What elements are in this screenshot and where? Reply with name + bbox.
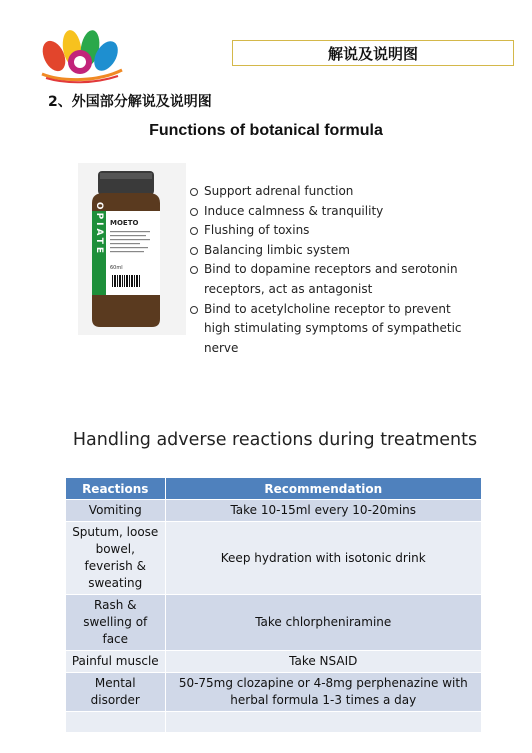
table-cell: Painful muscle	[66, 651, 165, 673]
table-cell: Vomiting	[66, 500, 165, 522]
table-header-reactions: Reactions	[66, 478, 165, 500]
header-title-box	[232, 40, 514, 66]
section-heading: 2、外国部分解说及说明图	[48, 94, 212, 110]
table-cell: Mental disorder	[66, 673, 165, 712]
table-header-recommendation: Recommendation	[165, 478, 482, 500]
table-row	[66, 673, 482, 712]
bottle-label-vertical: OPIATE	[94, 201, 104, 257]
bottle-volume: 60ml	[110, 265, 123, 271]
adverse-title: Handling adverse reactions during treatments	[72, 430, 478, 450]
botanical-title: Functions of botanical formula	[149, 122, 383, 139]
table-row	[66, 651, 482, 673]
table-cell: 50-75mg clozapine or 4-8mg perphenazine with herbal formula 1-3 times a day	[165, 673, 482, 712]
adverse-reactions-table	[66, 478, 482, 732]
list-item: Induce calmness & tranquility	[189, 202, 479, 222]
table-cell: Rash & swelling of face	[66, 595, 165, 651]
table-cell: Take chlorpheniramine	[165, 595, 482, 651]
functions-list	[189, 182, 479, 358]
table-cell: Take NSAID	[165, 651, 482, 673]
table-cell: Keep hydration with isotonic drink	[165, 522, 482, 595]
table-row	[66, 595, 482, 651]
table-cell: Sputum, loose bowel, feverish & sweating	[66, 522, 165, 595]
table-cell	[66, 712, 165, 732]
list-item: Balancing limbic system	[189, 241, 479, 261]
list-item: Support adrenal function	[189, 182, 479, 202]
list-item: Bind to acetylcholine receptor to prevent high stimulating symptoms of sympathetic nerve	[189, 300, 479, 359]
list-item: Flushing of toxins	[189, 221, 479, 241]
table-cell: Take 10-15ml every 10-20mins	[165, 500, 482, 522]
table-row	[66, 712, 482, 732]
list-item: Bind to dopamine receptors and serotonin receptors, act as antagonist	[189, 260, 479, 299]
company-logo	[32, 26, 128, 86]
table-cell	[165, 712, 482, 732]
table-row	[66, 500, 482, 522]
bottle-brand: MOETO	[110, 219, 139, 227]
header-title: 解说及说明图	[327, 44, 418, 63]
product-bottle-image	[78, 163, 186, 335]
table-row	[66, 522, 482, 595]
